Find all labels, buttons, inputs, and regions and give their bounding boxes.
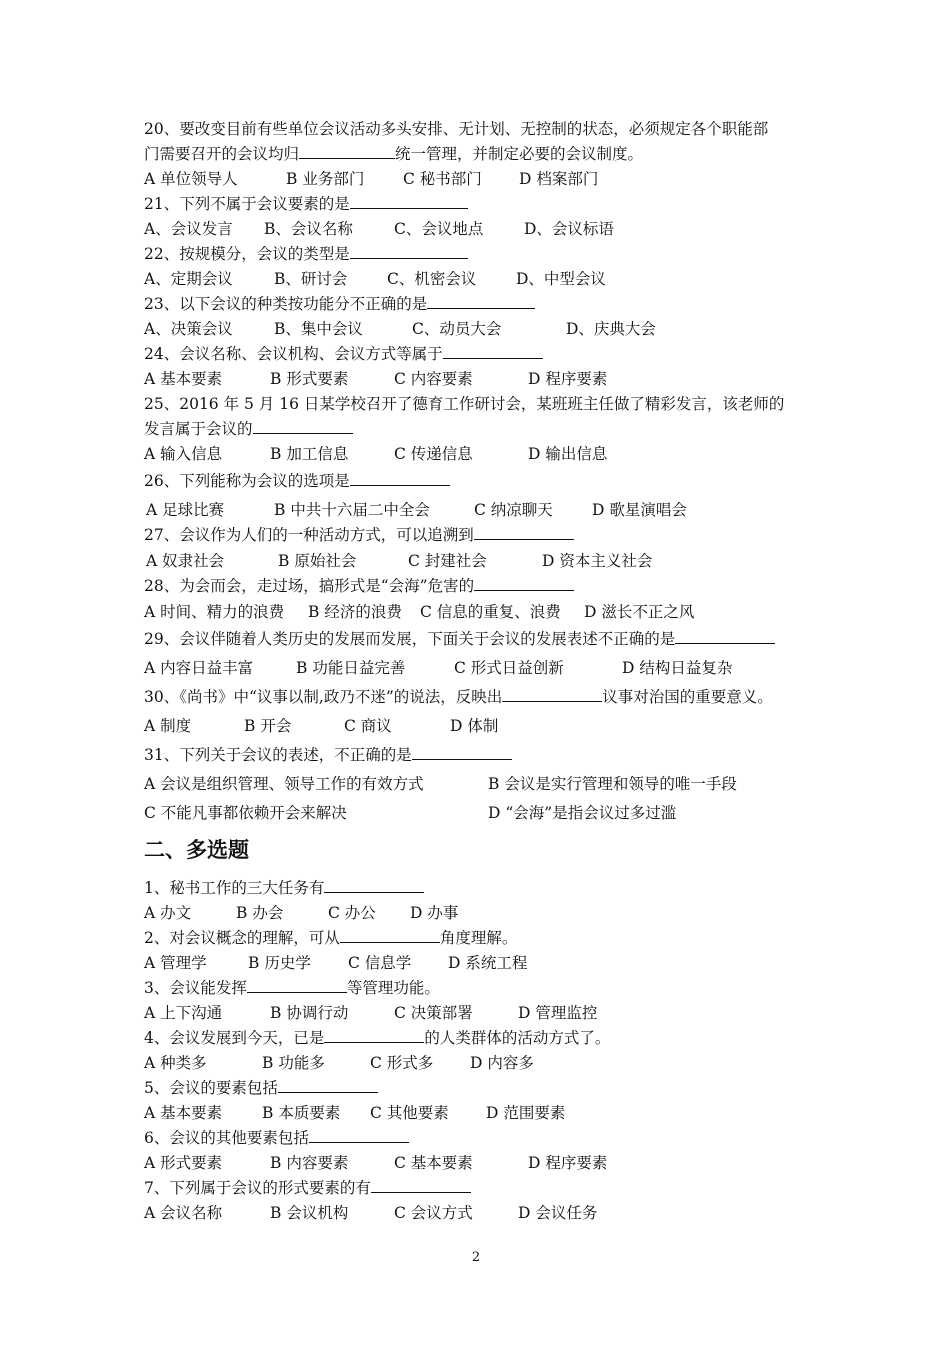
question-text: 23、以下会议的种类按功能分不正确的是: [144, 293, 832, 315]
answer-blank: [309, 1127, 409, 1143]
option: B 会议是实行管理和领导的唯一手段: [488, 775, 737, 793]
answer-blank: [253, 418, 353, 434]
option: B 形式要素: [270, 370, 349, 388]
option: C 信息的重复、浪费: [420, 603, 561, 621]
option: C 不能凡事都依赖开会来解决: [144, 804, 347, 822]
option: C 会议方式: [394, 1204, 473, 1222]
option: D 程序要素: [528, 1154, 608, 1172]
option: A 会议名称: [144, 1204, 223, 1222]
option: B 协调行动: [270, 1004, 349, 1022]
option: A 单位领导人: [144, 170, 238, 188]
answer-blank: [443, 343, 543, 359]
option: A 制度: [144, 717, 192, 735]
answer-blank: [675, 628, 775, 644]
option: B 功能日益完善: [296, 659, 406, 677]
option: C 传递信息: [394, 445, 473, 463]
option: C 纳凉聊天: [474, 501, 553, 519]
option: A 输入信息: [144, 445, 223, 463]
option: A 办文: [144, 904, 192, 922]
question-text: 5、会议的要素包括: [144, 1077, 832, 1099]
option: C 秘书部门: [403, 170, 482, 188]
option: B 办会: [236, 904, 284, 922]
question-text: 2、对会议概念的理解，可从 角度理解。: [144, 929, 518, 947]
option: C 封建社会: [408, 552, 487, 570]
option: B 加工信息: [270, 445, 349, 463]
option: D、会议标语: [524, 220, 614, 238]
option: D 会议任务: [518, 1204, 598, 1222]
answer-blank: [502, 686, 602, 702]
question-text: 29、会议伴随着人类历史的发展而发展，下面关于会议的发展表述不正确的是: [144, 628, 832, 650]
option: A 时间、精力的浪费: [144, 603, 285, 621]
answer-blank: [299, 143, 395, 159]
answer-blank: [324, 877, 424, 893]
option: D 档案部门: [519, 170, 599, 188]
option: C、机密会议: [387, 270, 477, 288]
option: A 基本要素: [144, 370, 223, 388]
option: D 程序要素: [528, 370, 608, 388]
question-text: 发言属于会议的: [144, 418, 832, 440]
option: B 经济的浪费: [308, 603, 402, 621]
question-text: 20、要改变目前有些单位会议活动多头安排、无计划、无控制的状态，必须规定各个职能部: [144, 120, 769, 138]
question-text: 门需要召开的会议均归 统一管理，并制定必要的会议制度。: [144, 145, 644, 163]
option: C 基本要素: [394, 1154, 473, 1172]
question-text: 7、下列属于会议的形式要素的有: [144, 1177, 832, 1199]
answer-blank: [324, 1027, 424, 1043]
option: D 办事: [410, 904, 459, 922]
answer-blank: [412, 744, 512, 760]
option: A 管理学: [144, 954, 207, 972]
option: A 内容日益丰富: [144, 659, 254, 677]
option: B 本质要素: [262, 1104, 341, 1122]
answer-blank: [474, 524, 574, 540]
option: A、会议发言: [144, 220, 233, 238]
answer-blank: [340, 927, 440, 943]
option: B、研讨会: [274, 270, 348, 288]
answer-blank: [371, 1177, 471, 1193]
option: C 形式日益创新: [454, 659, 564, 677]
option: C 形式多: [370, 1054, 434, 1072]
question-text: 6、会议的其他要素包括: [144, 1127, 832, 1149]
question-text: 21、下列不属于会议要素的是: [144, 193, 832, 215]
question-text: 3、会议能发挥 等管理功能。: [144, 979, 440, 997]
option: C 办公: [328, 904, 376, 922]
option: D “会海”是指会议过多过滥: [488, 804, 677, 822]
option: D 结构日益复杂: [622, 659, 733, 677]
option: B 会议机构: [270, 1204, 349, 1222]
option: D 管理监控: [518, 1004, 598, 1022]
question-text: 31、下列关于会议的表述，不正确的是: [144, 744, 832, 766]
option: A 会议是组织管理、领导工作的有效方式: [144, 775, 424, 793]
option: A 种类多: [144, 1054, 207, 1072]
option: A 形式要素: [144, 1154, 223, 1172]
answer-blank: [474, 575, 574, 591]
option: D 滋长不正之风: [584, 603, 695, 621]
option: D 体制: [450, 717, 499, 735]
option: D、庆典大会: [566, 320, 656, 338]
option: C 商议: [344, 717, 392, 735]
question-text: 24、会议名称、会议机构、会议方式等属于: [144, 343, 832, 365]
option: B 业务部门: [286, 170, 365, 188]
answer-blank: [350, 243, 468, 259]
question-text: 27、会议作为人们的一种活动方式，可以追溯到: [144, 524, 832, 546]
option: B 内容要素: [270, 1154, 349, 1172]
option: C 信息学: [348, 954, 412, 972]
option: B、集中会议: [274, 320, 363, 338]
option: B 功能多: [262, 1054, 325, 1072]
question-text: 30、《尚书》中“议事以制,政乃不迷”的说法，反映出 议事对治国的重要意义。: [144, 688, 773, 706]
question-text: 4、会议发展到今天，已是 的人类群体的活动方式了。: [144, 1029, 611, 1047]
option: D、中型会议: [516, 270, 606, 288]
option: D 范围要素: [486, 1104, 566, 1122]
answer-blank: [278, 1077, 378, 1093]
option: D 输出信息: [528, 445, 608, 463]
section-heading: 二、多选题: [144, 838, 249, 862]
option: B 原始社会: [278, 552, 357, 570]
option: A 奴隶社会: [146, 552, 225, 570]
option: A 足球比赛: [146, 501, 225, 519]
question-text: 26、下列能称为会议的选项是: [144, 470, 832, 492]
answer-blank: [350, 193, 468, 209]
option: B 开会: [244, 717, 292, 735]
option: C 内容要素: [394, 370, 473, 388]
answer-blank: [247, 977, 347, 993]
option: A 基本要素: [144, 1104, 223, 1122]
option: A 上下沟通: [144, 1004, 223, 1022]
answer-blank: [350, 470, 450, 486]
option: B 中共十六届二中全会: [274, 501, 430, 519]
option: D 歌星演唱会: [592, 501, 687, 519]
answer-blank: [427, 293, 535, 309]
option: B 历史学: [248, 954, 311, 972]
option: C、动员大会: [412, 320, 502, 338]
option: D 资本主义社会: [542, 552, 653, 570]
question-text: 1、秘书工作的三大任务有: [144, 877, 832, 899]
option: A、定期会议: [144, 270, 233, 288]
option: B、会议名称: [264, 220, 353, 238]
page-number: 2: [471, 1250, 481, 1265]
option: D 内容多: [470, 1054, 534, 1072]
option: A、决策会议: [144, 320, 233, 338]
option: C 其他要素: [370, 1104, 449, 1122]
question-text: 22、按规模分，会议的类型是: [144, 243, 832, 265]
option: C 决策部署: [394, 1004, 473, 1022]
question-text: 28、为会而会，走过场，搞形式是“会海”危害的: [144, 575, 832, 597]
option: C、会议地点: [394, 220, 484, 238]
question-text: 25、2016 年 5 月 16 日某学校召开了德育工作研讨会，某班班主任做了精彩发言，该老师的: [144, 395, 785, 413]
option: D 系统工程: [448, 954, 528, 972]
